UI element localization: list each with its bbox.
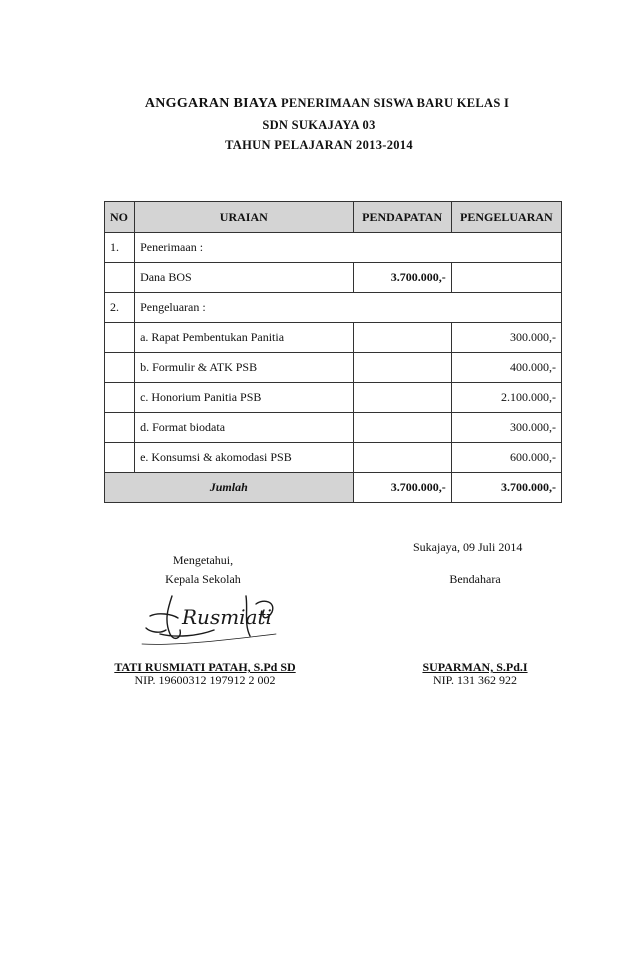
- header-pendapatan: PENDAPATAN: [353, 202, 451, 233]
- empty-cell: [353, 353, 451, 383]
- treasurer-nip: NIP. 131 362 922: [432, 673, 517, 687]
- empty-cell: [105, 263, 135, 293]
- headmaster-name: TATI RUSMIATI PATAH, S.Pd SD: [114, 660, 296, 674]
- title-bold: ANGGARAN BIAYA: [144, 96, 278, 111]
- expense-item-value: 300.000,-: [451, 323, 561, 353]
- empty-cell: [353, 413, 451, 443]
- empty-cell: [105, 353, 135, 383]
- document-title: [8, 96, 638, 112]
- header-uraian: URAIAN: [135, 202, 353, 233]
- expense-no: 2.: [105, 293, 135, 323]
- headmaster-nip: NIP. 19600312 197912 2 002: [134, 673, 276, 687]
- empty-cell: [353, 323, 451, 353]
- place-date: Sukajaya, 09 Juli 2014: [413, 540, 523, 554]
- total-row: [105, 473, 562, 503]
- school-year: TAHUN PELAJARAN 2013-2014: [225, 138, 413, 152]
- expense-item-value: 600.000,-: [451, 443, 561, 473]
- treasurer-title: Bendahara: [449, 572, 501, 586]
- table-row: [105, 263, 562, 293]
- expense-item-label: c. Honorium Panitia PSB: [135, 383, 353, 413]
- total-label: Jumlah: [105, 473, 354, 503]
- budget-table: [104, 201, 562, 503]
- expense-item-value: 2.100.000,-: [451, 383, 561, 413]
- header-no: NO: [105, 202, 135, 233]
- expense-label: Pengeluaran :: [135, 293, 562, 323]
- empty-cell: [105, 443, 135, 473]
- svg-text:Rusmiati: Rusmiati: [182, 605, 272, 629]
- table-row: [105, 413, 562, 443]
- table-row: [105, 293, 562, 323]
- expense-item-value: 400.000,-: [451, 353, 561, 383]
- acknowledged-label: Mengetahui,: [172, 553, 234, 567]
- expense-item-label: d. Format biodata: [135, 413, 353, 443]
- header-pengeluaran: PENGELUARAN: [451, 202, 561, 233]
- table-header-row: [105, 202, 562, 233]
- expense-item-label: e. Konsumsi & akomodasi PSB: [135, 443, 353, 473]
- school-name: SDN SUKAJAYA 03: [262, 118, 376, 132]
- empty-cell: [353, 443, 451, 473]
- income-label: Penerimaan :: [135, 233, 562, 263]
- headmaster-signature: [136, 590, 286, 648]
- empty-cell: [105, 413, 135, 443]
- expense-item-label: a. Rapat Pembentukan Panitia: [135, 323, 353, 353]
- income-no: 1.: [105, 233, 135, 263]
- table-row: [105, 443, 562, 473]
- table-row: [105, 353, 562, 383]
- expense-item-label: b. Formulir & ATK PSB: [135, 353, 353, 383]
- empty-cell: [451, 263, 561, 293]
- income-value: 3.700.000,-: [353, 263, 451, 293]
- total-expense: 3.700.000,-: [451, 473, 561, 503]
- title-rest: PENERIMAAN SISWA BARU KELAS I: [280, 96, 510, 110]
- empty-cell: [353, 383, 451, 413]
- empty-cell: [105, 323, 135, 353]
- table-row: [105, 233, 562, 263]
- headmaster-title: Kepala Sekolah: [165, 572, 241, 586]
- table-row: [105, 383, 562, 413]
- expense-item-value: 300.000,-: [451, 413, 561, 443]
- income-item: Dana BOS: [135, 263, 353, 293]
- table-row: [105, 323, 562, 353]
- total-income: 3.700.000,-: [353, 473, 451, 503]
- empty-cell: [105, 383, 135, 413]
- treasurer-name: SUPARMAN, S.Pd.I: [422, 660, 528, 674]
